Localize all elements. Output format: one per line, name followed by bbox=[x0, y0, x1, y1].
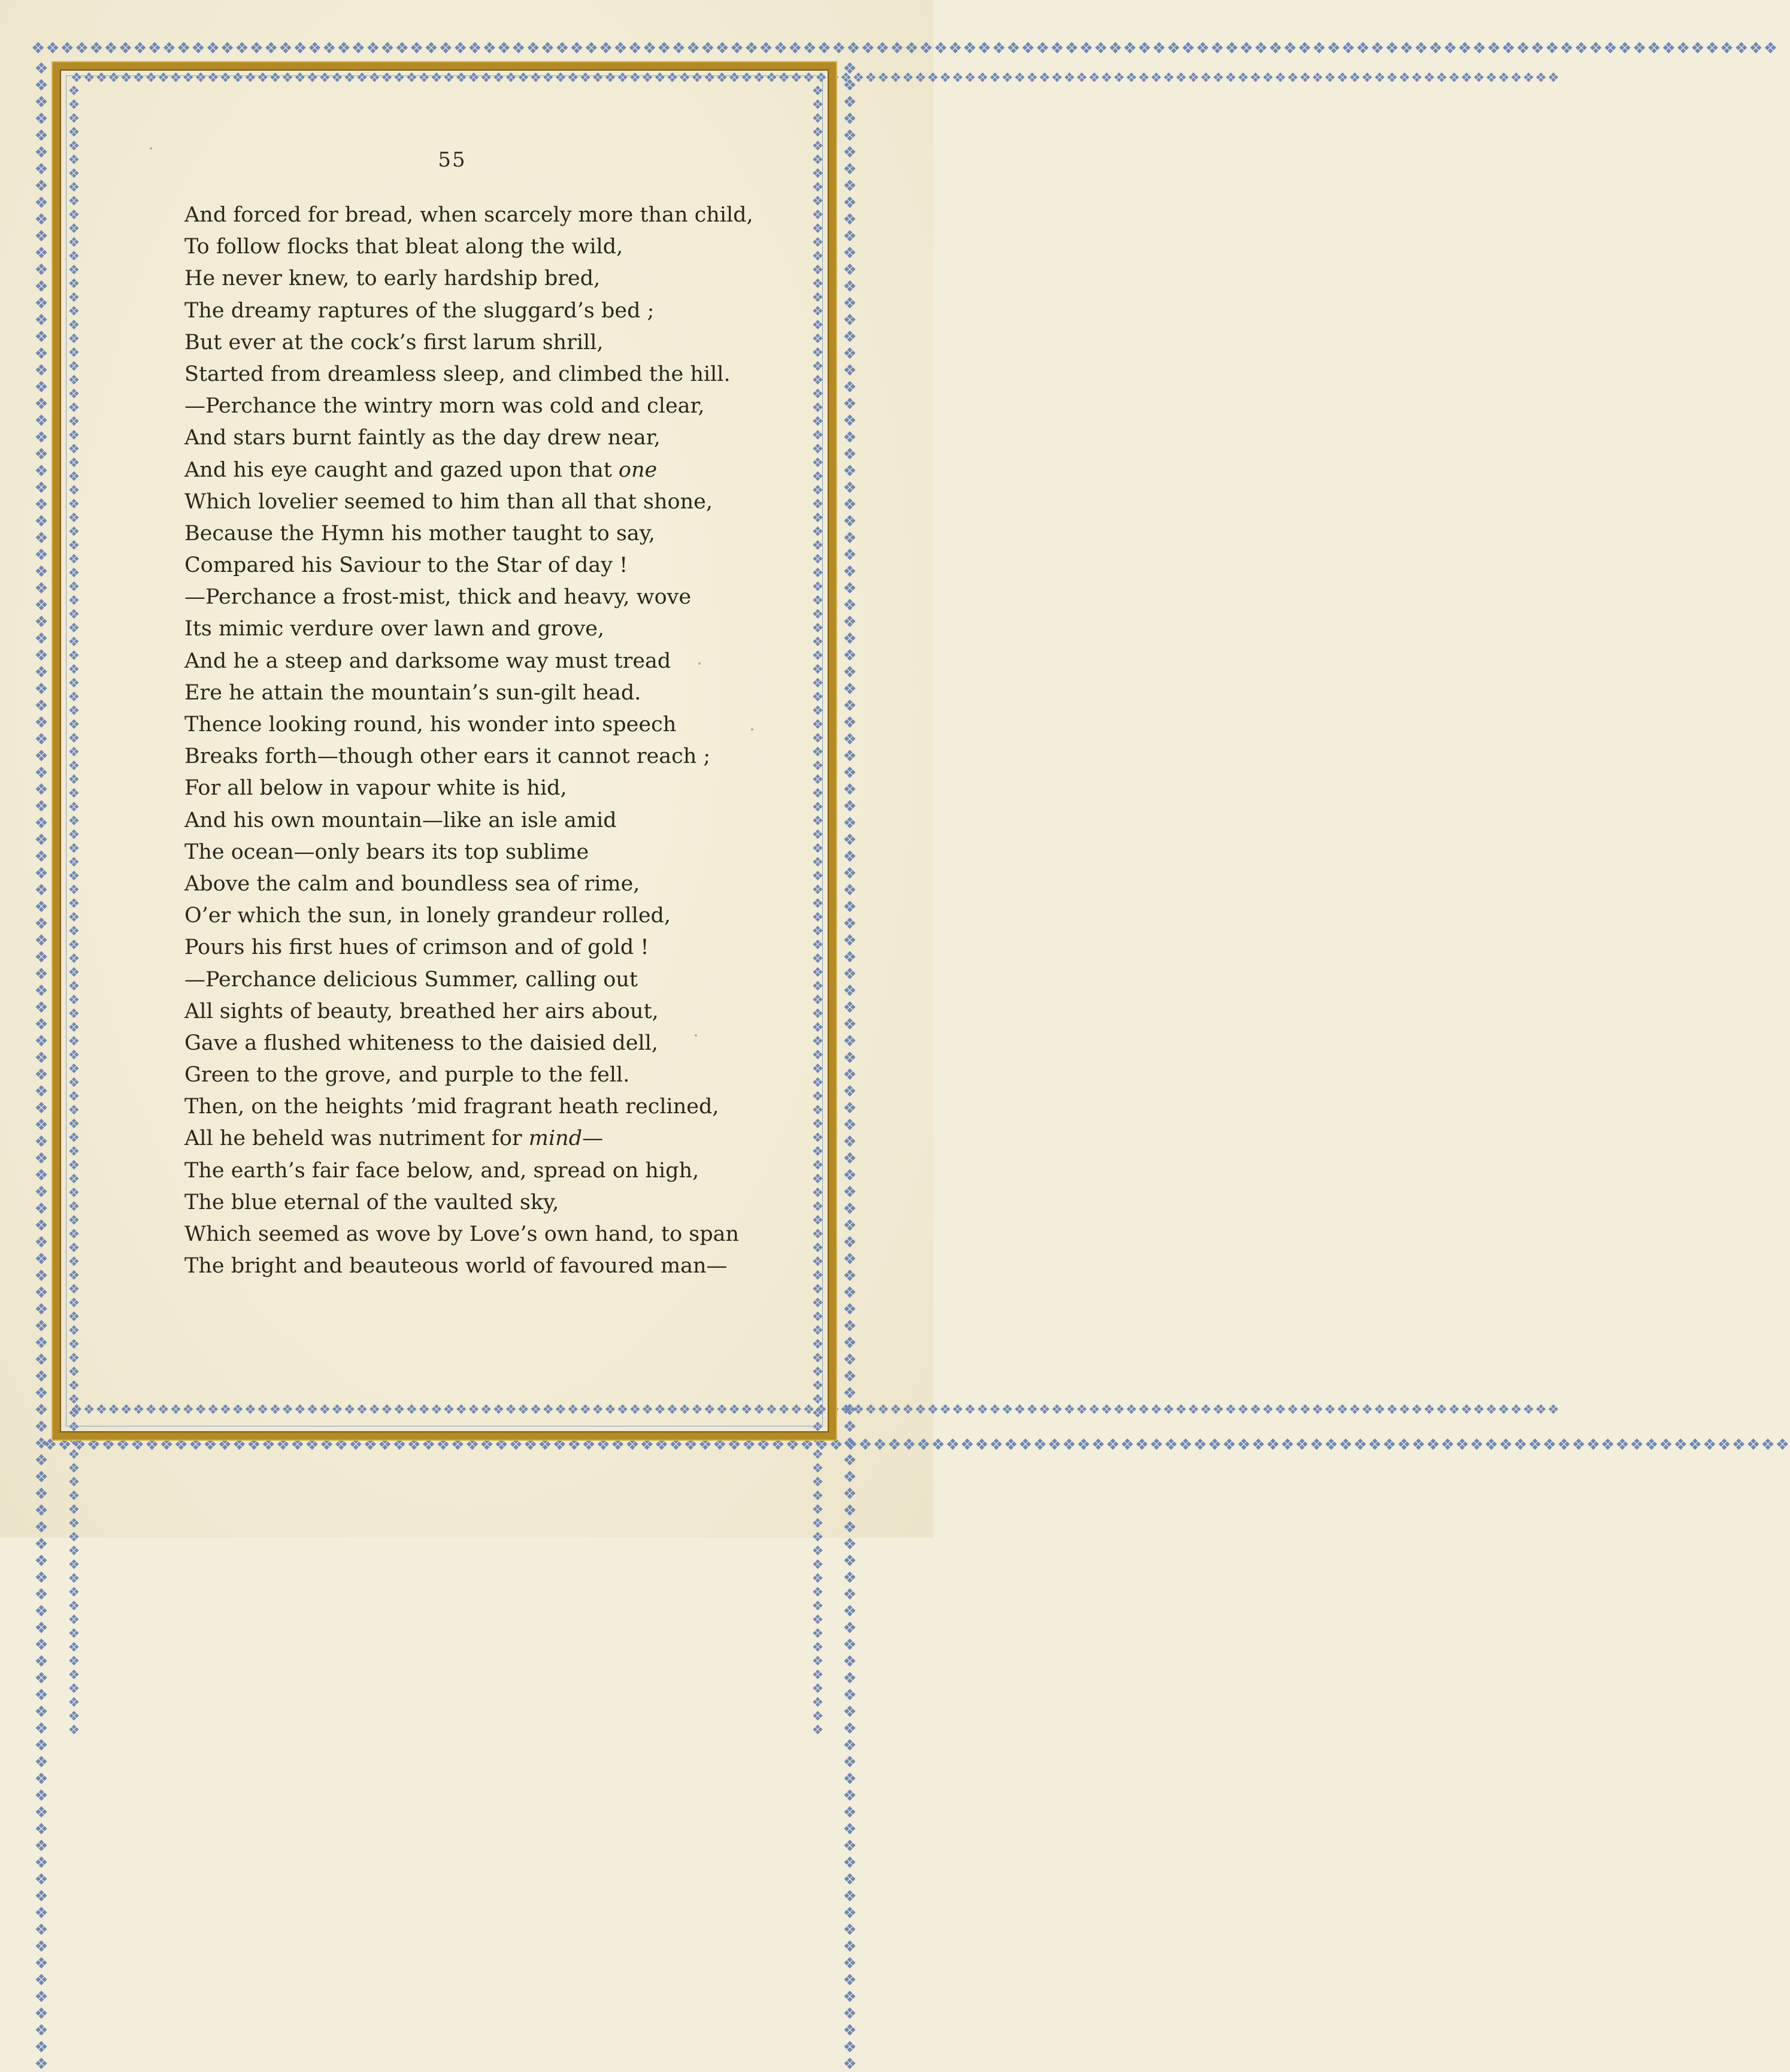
poem-line: Gave a flushed whiteness to the daisied dell, bbox=[184, 1031, 659, 1055]
poem-line: —Perchance a frost-mist, thick and heavy, wove bbox=[184, 585, 692, 610]
poem-line: Above the calm and boundless sea of rime, bbox=[184, 871, 640, 896]
poem-line: Which lovelier seemed to him than all that shone, bbox=[184, 489, 713, 514]
ornament-bottom-outer: ❖❖❖❖❖❖❖❖❖❖❖❖❖❖❖❖❖❖❖❖❖❖❖❖❖❖❖❖❖❖❖❖❖❖❖❖❖❖❖❖❖❖❖❖❖❖❖❖❖❖❖❖❖❖❖❖❖❖❖❖❖❖❖❖❖❖❖❖❖❖❖❖❖❖❖❖❖❖❖❖❖❖❖❖❖❖❖❖❖❖❖❖❖❖❖❖❖❖❖❖❖❖❖❖❖❖❖❖❖❖❖❖❖❖❖❖❖❖❖❖ bbox=[43, 1436, 1790, 1454]
poem-line: The dreamy raptures of the sluggard’s bed ; bbox=[184, 298, 655, 323]
ornament-left-outer: ❖❖❖❖❖❖❖❖❖❖❖❖❖❖❖❖❖❖❖❖❖❖❖❖❖❖❖❖❖❖❖❖❖❖❖❖❖❖❖❖❖❖❖❖❖❖❖❖❖❖❖❖❖❖❖❖❖❖❖❖❖❖❖❖❖❖❖❖❖❖❖❖❖❖❖❖❖❖❖❖❖❖❖❖❖❖❖❖❖❖❖❖❖❖❖❖❖❖❖❖❖❖❖❖❖❖❖❖❖❖❖❖❖❖❖❖❖❖❖❖ bbox=[32, 60, 50, 2072]
poem-line: —Perchance the wintry morn was cold and clear, bbox=[184, 394, 705, 419]
poem-line: O’er which the sun, in lonely grandeur rolled, bbox=[184, 904, 671, 928]
poem-line: Compared his Saviour to the Star of day ! bbox=[184, 553, 628, 578]
poem-line: The blue eternal of the vaulted sky, bbox=[184, 1190, 559, 1214]
poem-line: Breaks forth—though other ears it cannot reach ; bbox=[184, 744, 711, 769]
paper-speck bbox=[150, 147, 152, 150]
page-number: 55 bbox=[438, 148, 467, 172]
paper-speck bbox=[751, 728, 753, 731]
ornament-top-inner: ❖❖❖❖❖❖❖❖❖❖❖❖❖❖❖❖❖❖❖❖❖❖❖❖❖❖❖❖❖❖❖❖❖❖❖❖❖❖❖❖❖❖❖❖❖❖❖❖❖❖❖❖❖❖❖❖❖❖❖❖❖❖❖❖❖❖❖❖❖❖❖❖❖❖❖❖❖❖❖❖❖❖❖❖❖❖❖❖❖❖❖❖❖❖❖❖❖❖❖❖❖❖❖❖❖❖❖❖❖❖❖❖❖❖❖❖❖❖❖❖ bbox=[71, 71, 1560, 86]
poem-line: The ocean—only bears its top sublime bbox=[184, 840, 589, 864]
poem-line: Then, on the heights ’mid fragrant heath reclined, bbox=[184, 1095, 719, 1119]
poem-line: And forced for bread, when scarcely more than child, bbox=[184, 203, 753, 227]
poem-line-text: All he beheld was nutriment for bbox=[184, 1126, 529, 1151]
poem-line-text: And his eye caught and gazed upon that bbox=[184, 458, 619, 482]
poem-line: —Perchance delicious Summer, calling out bbox=[184, 967, 638, 992]
poem-line: To follow flocks that bleat along the wild, bbox=[184, 235, 623, 259]
poem-line: The earth’s fair face below, and, spread on high, bbox=[184, 1158, 699, 1183]
poem-line-emphasis: mind bbox=[528, 1126, 583, 1151]
poem-line: He never knew, to early hardship bred, bbox=[184, 266, 601, 291]
poem-line-emphasis: one bbox=[618, 458, 658, 482]
poem-line: And stars burnt faintly as the day drew near, bbox=[184, 426, 661, 450]
poem-line: For all below in vapour white is hid, bbox=[184, 776, 567, 801]
poem-line: Which seemed as wove by Love’s own hand, to span bbox=[184, 1222, 740, 1246]
poem-line: Ere he attain the mountain’s sun-gilt head. bbox=[184, 680, 641, 705]
ornament-top-outer: ❖❖❖❖❖❖❖❖❖❖❖❖❖❖❖❖❖❖❖❖❖❖❖❖❖❖❖❖❖❖❖❖❖❖❖❖❖❖❖❖❖❖❖❖❖❖❖❖❖❖❖❖❖❖❖❖❖❖❖❖❖❖❖❖❖❖❖❖❖❖❖❖❖❖❖❖❖❖❖❖❖❖❖❖❖❖❖❖❖❖❖❖❖❖❖❖❖❖❖❖❖❖❖❖❖❖❖❖❖❖❖❖❖❖❖❖❖❖❖❖ bbox=[31, 40, 1779, 57]
poem-line bbox=[184, 1123, 783, 1155]
poem-line: Because the Hymn his mother taught to say, bbox=[184, 521, 656, 546]
paper-speck bbox=[698, 662, 701, 665]
poem-line: And his own mountain—like an isle amid bbox=[184, 808, 617, 832]
paper-speck bbox=[695, 1034, 697, 1037]
ornament-left-inner: ❖❖❖❖❖❖❖❖❖❖❖❖❖❖❖❖❖❖❖❖❖❖❖❖❖❖❖❖❖❖❖❖❖❖❖❖❖❖❖❖❖❖❖❖❖❖❖❖❖❖❖❖❖❖❖❖❖❖❖❖❖❖❖❖❖❖❖❖❖❖❖❖❖❖❖❖❖❖❖❖❖❖❖❖❖❖❖❖❖❖❖❖❖❖❖❖❖❖❖❖❖❖❖❖❖❖❖❖❖❖❖❖❖❖❖❖❖❖❖❖ bbox=[66, 84, 81, 1737]
poem-line: The bright and beauteous world of favoured man— bbox=[184, 1254, 728, 1279]
ornament-right-outer: ❖❖❖❖❖❖❖❖❖❖❖❖❖❖❖❖❖❖❖❖❖❖❖❖❖❖❖❖❖❖❖❖❖❖❖❖❖❖❖❖❖❖❖❖❖❖❖❖❖❖❖❖❖❖❖❖❖❖❖❖❖❖❖❖❖❖❖❖❖❖❖❖❖❖❖❖❖❖❖❖❖❖❖❖❖❖❖❖❖❖❖❖❖❖❖❖❖❖❖❖❖❖❖❖❖❖❖❖❖❖❖❖❖❖❖❖❖❖❖❖ bbox=[841, 60, 859, 2072]
ornament-bottom-inner: ❖❖❖❖❖❖❖❖❖❖❖❖❖❖❖❖❖❖❖❖❖❖❖❖❖❖❖❖❖❖❖❖❖❖❖❖❖❖❖❖❖❖❖❖❖❖❖❖❖❖❖❖❖❖❖❖❖❖❖❖❖❖❖❖❖❖❖❖❖❖❖❖❖❖❖❖❖❖❖❖❖❖❖❖❖❖❖❖❖❖❖❖❖❖❖❖❖❖❖❖❖❖❖❖❖❖❖❖❖❖❖❖❖❖❖❖❖❖❖❖ bbox=[71, 1402, 1560, 1417]
poem-line: Its mimic verdure over lawn and grove, bbox=[184, 617, 605, 641]
poem-line-text: — bbox=[582, 1126, 604, 1151]
poem-line: All sights of beauty, breathed her airs about, bbox=[184, 999, 659, 1023]
poem-line: Green to the grove, and purple to the fell. bbox=[184, 1063, 630, 1088]
ornament-right-inner: ❖❖❖❖❖❖❖❖❖❖❖❖❖❖❖❖❖❖❖❖❖❖❖❖❖❖❖❖❖❖❖❖❖❖❖❖❖❖❖❖❖❖❖❖❖❖❖❖❖❖❖❖❖❖❖❖❖❖❖❖❖❖❖❖❖❖❖❖❖❖❖❖❖❖❖❖❖❖❖❖❖❖❖❖❖❖❖❖❖❖❖❖❖❖❖❖❖❖❖❖❖❖❖❖❖❖❖❖❖❖❖❖❖❖❖❖❖❖❖❖ bbox=[810, 84, 825, 1737]
poem-line: Pours his first hues of crimson and of gold ! bbox=[184, 935, 649, 960]
poem-line: Thence looking round, his wonder into speech bbox=[184, 713, 677, 737]
poem-line: Started from dreamless sleep, and climbed the hill. bbox=[184, 362, 731, 386]
poem-line: But ever at the cock’s first larum shrill, bbox=[184, 330, 604, 355]
poem-line bbox=[184, 455, 783, 486]
poem-line: And he a steep and darksome way must tread bbox=[184, 649, 671, 673]
poem-text bbox=[184, 199, 783, 1282]
